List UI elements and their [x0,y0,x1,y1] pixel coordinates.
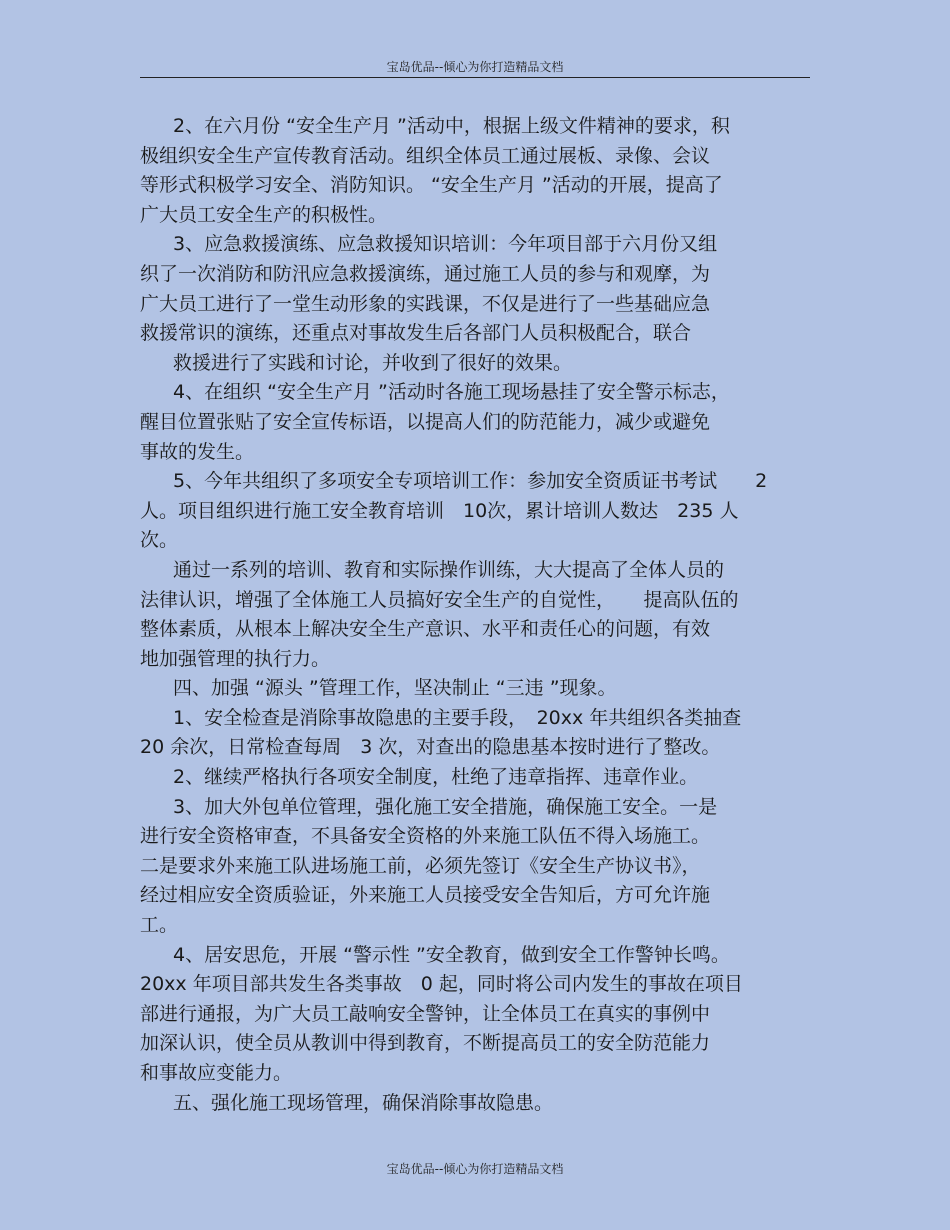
text-line: 部进行通报，为广大员工敲响安全警钟，让全体员工在真实的事例中 [140,1002,711,1025]
text-line: 广大员工安全生产的积极性。 [140,203,388,226]
text-line: 整体素质，从根本上解决安全生产意识、水平和责任心的问题，有效 [140,618,711,641]
text-line: 广大员工进行了一堂生动形象的实践课，不仅是进行了一些基础应急 [140,292,711,315]
text-line: 救援进行了实践和讨论，并收到了很好的效果。 [173,351,573,374]
page-footer: 宝岛优品--倾心为你打造精品文档 [386,1162,564,1176]
text-line: 4、在组织 “安全生产月 ”活动时各施工现场悬挂了安全警示标志， [173,381,730,404]
text-line: 织了一次消防和防汛应急救援演练，通过施工人员的参与和观摩，为 [140,262,711,285]
text-line: 3、应急救援演练、应急救援知识培训：今年项目部于六月份又组 [173,233,718,256]
text-line: 人。项目组织进行施工安全教育培训 10次，累计培训人数达 235 人 [140,499,739,522]
header-divider [140,77,810,78]
text-line: 法律认识，增强了全体施工人员搞好安全生产的自觉性， 提高队伍的 [140,588,739,611]
text-line: 事故的发生。 [140,440,255,463]
text-line: 醒目位置张贴了安全宣传标语，以提高人们的防范能力，减少或避免 [140,410,711,433]
text-line: 二是要求外来施工队进场施工前，必须先签订《安全生产协议书》， [140,854,701,877]
text-line: 3、加大外包单位管理，强化施工安全措施，确保施工安全。一是 [173,795,718,818]
text-line: 1、安全检查是消除事故隐患的主要手段， 20xx 年共组织各类抽查 [173,706,742,729]
text-line: 2、在六月份 “安全生产月 ”活动中，根据上级文件精神的要求，积 [173,115,730,137]
page-header: 宝岛优品--倾心为你打造精品文档 [386,60,564,74]
text-line: 通过一系列的培训、教育和实际操作训练，大大提高了全体人员的 [173,558,725,581]
text-line: 和事故应变能力。 [140,1062,293,1084]
text-line: 地加强管理的执行力。 [140,647,331,670]
text-line: 工。 [140,914,179,937]
text-line: 救援常识的演练，还重点对事故发生后各部门人员积极配合，联合 [140,322,692,345]
text-line: 20xx 年项目部共发生各类事故 0 起，同时将公司内发生的事故在项目 [140,973,743,996]
text-line: 20 余次，日常检查每周 3 次，对查出的隐患基本按时进行了整改。 [140,736,721,759]
text-line: 加深认识，使全员从教训中得到教育，不断提高员工的安全防范能力 [140,1032,711,1055]
text-line: 5、今年共组织了多项安全专项培训工作：参加安全资质证书考试 2 [173,470,768,493]
text-line: 进行安全资格审查，不具备安全资格的外来施工队伍不得入场施工。 [140,825,711,848]
text-line: 4、居安思危，开展 “警示性 ”安全教育，做到安全工作警钟长鸣。 [173,943,730,966]
text-line: 四、加强 “源头 ”管理工作，坚决制止 “三违 ”现象。 [173,677,617,700]
text-line: 五、强化施工现场管理，确保消除事故隐患。 [173,1091,554,1114]
document-body [140,112,812,1118]
text-line: 2、继续严格执行各项安全制度，杜绝了违章指挥、违章作业。 [173,766,699,789]
text-line: 经过相应安全资质验证，外来施工人员接受安全告知后，方可允许施 [140,884,711,907]
text-line: 等形式积极学习安全、消防知识。 “安全生产月 ”活动的开展，提高了 [140,174,723,197]
text-line: 极组织安全生产宣传教育活动。组织全体员工通过展板、录像、会议 [140,144,711,167]
text-line: 次。 [140,529,179,552]
